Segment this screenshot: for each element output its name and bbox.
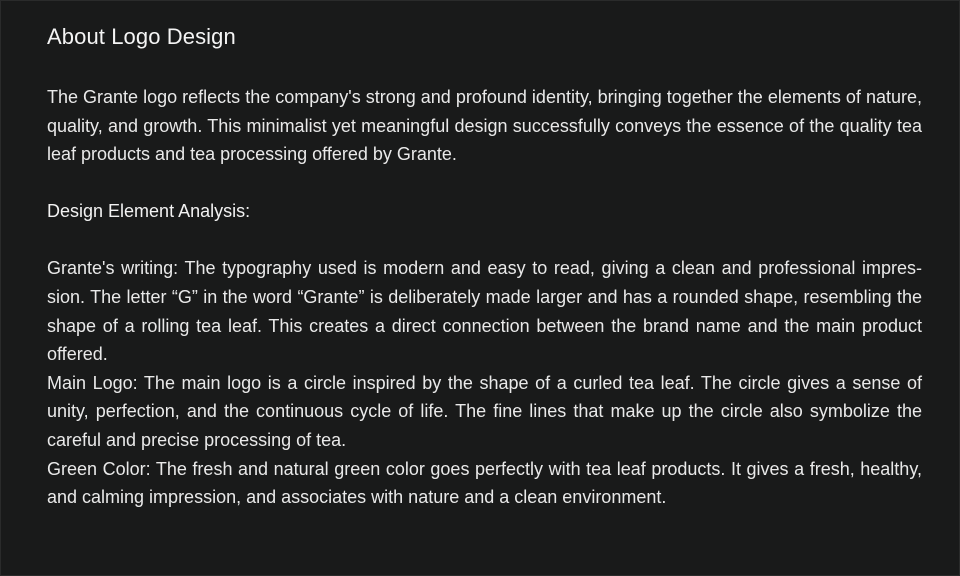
page-title: About Logo Design: [47, 24, 236, 49]
typography-paragraph: Grante's writing: The typography used is modern and easy to read, giving a clean and professional impression. The letter “G” in the word “Grante” is deliberately made larger and has a rounded shape, resembling the shape of a rolling tea leaf. This creates a direct connection between the brand name and the main product offered.: [47, 258, 922, 365]
article: [47, 22, 922, 512]
analysis-list: [47, 254, 922, 511]
intro-paragraph: The Grante logo reflects the company's strong and profound identity, bringing together the elements of nature, quality, and growth. This minimalist yet meaningful design successfully conveys the essence of the quality tea leaf products and tea processing offered by Grante.: [47, 87, 922, 165]
main-logo-paragraph: Main Logo: The main logo is a circle inspired by the shape of a curled tea leaf. The circle gives a sense of unity, perfection, and the continuous cycle of life. The fine lines that make up the circle also symbolize the careful and precise processing of tea.: [47, 372, 922, 450]
green-color-paragraph: Green Color: The fresh and natural green color goes perfectly with tea leaf products. It gives a fresh, healthy, and calming impression, and associates with nature and a clean environment.: [47, 458, 922, 508]
section-heading: Design Element Analysis:: [47, 200, 251, 221]
